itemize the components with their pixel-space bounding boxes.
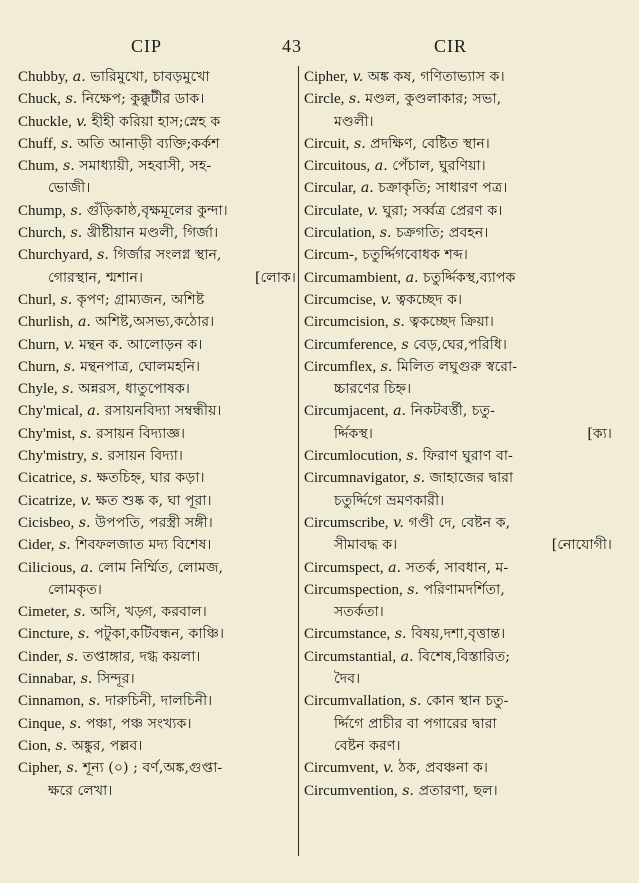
definition: ত্বকচ্ছেদ ক।: [395, 291, 463, 308]
entry-continuation: [304, 601, 616, 623]
dictionary-entry: [304, 177, 616, 199]
headword: Churn,: [18, 336, 60, 353]
part-of-speech: s.: [61, 135, 73, 152]
part-of-speech: s: [401, 336, 409, 353]
headword: Circumcise,: [304, 291, 377, 308]
definition: মন্থনপাত্র, ঘোলমহনি।: [80, 358, 201, 375]
dictionary-entry: [304, 780, 616, 802]
part-of-speech: v.: [352, 69, 364, 85]
dictionary-entry: [18, 601, 300, 623]
continuation-text: সতর্কতা।: [334, 604, 384, 621]
part-of-speech: v.: [380, 291, 392, 308]
continuation-text: মণ্ডলী।: [334, 113, 374, 130]
header-left-guide-word: CIP: [131, 36, 163, 56]
headword: Circulation,: [304, 225, 376, 242]
dictionary-entry: [304, 66, 616, 88]
part-of-speech: s.: [97, 247, 109, 264]
headword: Circumspection,: [304, 581, 403, 598]
headword: Cicisbeo,: [18, 514, 75, 531]
part-of-speech: s.: [70, 225, 83, 242]
headword: Chump,: [18, 202, 66, 219]
definition: কৃপণ; গ্রাম্যজন, অশিষ্ট: [76, 291, 205, 308]
definition: পেঁচাল, ঘুরণিয়া।: [392, 158, 486, 175]
dictionary-entry: [304, 445, 616, 467]
headword: Circuitous,: [304, 158, 371, 175]
dictionary-entry: [304, 356, 616, 378]
definition: বিশেষ,বিস্তারিত;: [418, 648, 511, 665]
headword: Cinnamon,: [18, 693, 85, 710]
definition: জাহাজের দ্বারা: [429, 470, 514, 487]
definition: চতুর্দ্দিকস্থ,ব্যাপক: [423, 269, 516, 286]
definition: ক্ষত শুষ্ক ক, ঘা পূরা।: [95, 492, 212, 509]
dictionary-entry: [18, 646, 300, 668]
part-of-speech: s.: [63, 358, 76, 375]
dictionary-entry: [18, 400, 300, 422]
dictionary-entry: [18, 735, 300, 757]
definition: রসায়নবিদ্যা সম্বন্ধীয়।: [104, 403, 222, 420]
part-of-speech: s.: [70, 202, 83, 219]
definition: পটুকা,কটিবন্ধন, কাঞ্চি।: [94, 626, 225, 643]
definition: ঠক, প্রবঞ্চনা ক।: [398, 760, 488, 777]
part-of-speech: v.: [393, 514, 404, 531]
dictionary-entry: [18, 668, 300, 690]
headword: Cicatrice,: [18, 470, 76, 487]
entry-continuation: [304, 534, 616, 556]
dictionary-entry: [18, 557, 300, 579]
part-of-speech: s.: [80, 671, 93, 688]
definition: ত্বকচ্ছেদ ক্রিয়া।: [409, 314, 494, 331]
definition: ভারিমুখো, চাবড়মুখো: [90, 69, 210, 85]
part-of-speech: a.: [80, 559, 94, 576]
dictionary-entry: [304, 512, 616, 534]
part-of-speech: s.: [394, 626, 407, 643]
dictionary-entry: [18, 155, 300, 177]
left-column: [18, 66, 300, 802]
headword: Circumscribe,: [304, 514, 389, 531]
part-of-speech: s.: [348, 91, 361, 108]
definition: লোম নির্ম্মিত, লোমজ,: [97, 559, 224, 576]
part-of-speech: s.: [59, 537, 71, 554]
headword: Cinque,: [18, 715, 66, 732]
part-of-speech: s.: [65, 91, 78, 108]
definition: গুঁড়িকাষ্ঠ,বৃক্ষমূলের কুন্দা।: [86, 202, 228, 219]
dictionary-entry: [18, 512, 300, 534]
headword: Circumnavigator,: [304, 470, 409, 487]
dictionary-entry: [18, 534, 300, 556]
entry-continuation: [18, 579, 300, 601]
definition: হীহী করিয়া হাস;স্নেহ ক: [91, 113, 221, 130]
definition: চক্রগতি; প্রবহন।: [396, 225, 489, 242]
headword: Circumvallation,: [304, 693, 406, 710]
headword: Churchyard,: [18, 247, 93, 264]
part-of-speech: s.: [62, 158, 75, 175]
part-of-speech: s.: [379, 225, 392, 242]
continuation-text: ভোজী।: [48, 180, 91, 197]
part-of-speech: a.: [388, 559, 402, 576]
part-of-speech: a.: [393, 403, 407, 420]
headword: Chy'mical,: [18, 403, 83, 420]
headword: Circumspect,: [304, 559, 384, 576]
dictionary-entry: [304, 155, 616, 177]
dictionary-entry: [18, 222, 300, 244]
part-of-speech: v.: [76, 113, 88, 130]
dictionary-entry: [18, 713, 300, 735]
definition: অশিষ্ট,অসভ্য,কঠোর।: [95, 314, 215, 331]
definition: ফিরাণ ঘুরাণ বা-: [422, 448, 513, 465]
entry-continuation: [304, 490, 616, 512]
dictionary-entry: [304, 133, 616, 155]
part-of-speech: s.: [409, 693, 422, 710]
dictionary-entry: [304, 579, 616, 601]
dictionary-entry: [18, 133, 300, 155]
part-of-speech: s.: [69, 715, 82, 732]
definition: মণ্ডল, কুণ্ডলাকার; সভা,: [365, 91, 502, 108]
part-of-speech: s.: [78, 514, 91, 531]
continuation-text: সীমাবদ্ধ ক।: [334, 537, 398, 554]
headword: Cinder,: [18, 648, 62, 665]
definition: নিকটবর্ত্তী, চতু-: [410, 403, 495, 420]
part-of-speech: v.: [80, 492, 92, 509]
definition: মিলিত লঘুগুরু স্বরো-: [396, 358, 517, 375]
part-of-speech: s.: [91, 448, 104, 465]
definition: দারুচিনী, দালচিনী।: [105, 693, 213, 710]
headword: Circle,: [304, 91, 345, 108]
dictionary-entry: [18, 623, 300, 645]
definition: গির্জার সংলগ্ন স্থান,: [113, 247, 222, 264]
definition: প্রতারণা, ছল।: [418, 782, 498, 799]
part-of-speech: s.: [62, 381, 74, 398]
dictionary-entry: [18, 423, 300, 445]
entry-continuation: [304, 735, 616, 757]
headword: Cider,: [18, 537, 55, 554]
part-of-speech: a.: [77, 314, 91, 331]
definition: বেড়,ঘের,পরিধি।: [413, 336, 507, 353]
definition: অতি আনাড়ী ব্যক্তি;কর্কশ: [77, 135, 220, 152]
dictionary-entry: [304, 467, 616, 489]
entry-continuation: [304, 713, 616, 735]
definition: চক্রাকৃতি; সাধারণ পত্র।: [378, 180, 508, 197]
part-of-speech: a.: [374, 158, 388, 175]
headword: Circumjacent,: [304, 403, 389, 420]
headword: Circumvention,: [304, 782, 398, 799]
dictionary-entry: [304, 267, 616, 289]
dictionary-entry: [18, 490, 300, 512]
continuation-text: চ্চারণের চিহ্ন।: [334, 381, 412, 398]
part-of-speech: s.: [60, 291, 73, 308]
definition: বিষয়,দশা,বৃত্তান্ত।: [411, 626, 506, 643]
definition: অসি, খড়্গ, করবাল।: [90, 604, 207, 621]
dictionary-entry: [304, 311, 616, 333]
continuation-text: গোরস্থান, শ্মশান।: [48, 269, 144, 286]
dictionary-entry: [18, 88, 300, 110]
part-of-speech: s.: [393, 314, 405, 331]
headword: Cion,: [18, 737, 51, 754]
headword: Church,: [18, 225, 66, 242]
part-of-speech: s.: [66, 760, 79, 777]
page-header: [0, 36, 639, 60]
page-number: 43: [282, 36, 302, 56]
entry-continuation: [18, 177, 300, 199]
continuation-text: বেষ্টন করণ।: [334, 737, 401, 754]
dictionary-entry: [18, 200, 300, 222]
entry-continuation: [304, 423, 616, 445]
definition: অঙ্কুর, পল্লব।: [71, 737, 143, 754]
dictionary-entry: [304, 222, 616, 244]
headword: Churlish,: [18, 314, 74, 331]
entry-continuation: [18, 780, 300, 802]
definition: শূন্য (০) ; বর্ণ,অঙ্ক,গুপ্তা-: [82, 760, 223, 777]
part-of-speech: a.: [72, 69, 86, 85]
part-of-speech: s.: [55, 737, 68, 754]
part-of-speech: a.: [405, 269, 419, 286]
part-of-speech: v.: [63, 336, 75, 353]
continuation-text: র্দ্দিকস্থ।: [334, 425, 373, 442]
continuation-text: চতুর্দ্দিগে ভ্রমণকারী।: [334, 492, 445, 509]
headword: Chubby,: [18, 69, 69, 85]
wrapped-suffix: [ক্য।: [587, 425, 612, 442]
dictionary-entry: [18, 378, 300, 400]
continuation-text: দৈব।: [334, 671, 361, 688]
part-of-speech: s.: [73, 604, 86, 621]
definition: রসায়ন বিদ্যা।: [107, 448, 183, 465]
headword: Circum-,: [304, 247, 358, 264]
headword: Chy'mistry,: [18, 448, 87, 465]
part-of-speech: s.: [66, 648, 79, 665]
headword: Cicatrize,: [18, 492, 76, 509]
part-of-speech: v.: [383, 760, 394, 777]
entry-continuation: [304, 111, 616, 133]
headword: Circumcision,: [304, 314, 389, 331]
headword: Cincture,: [18, 626, 74, 643]
definition: মন্থন ক. আলোড়ন ক।: [79, 336, 203, 353]
definition: গণ্ডী দে, বেষ্টন ক,: [408, 514, 511, 531]
dictionary-entry: [18, 757, 300, 779]
headword: Cimeter,: [18, 604, 70, 621]
part-of-speech: s.: [407, 581, 420, 598]
headword: Circumstantial,: [304, 648, 397, 665]
headword: Circumambient,: [304, 269, 402, 286]
definition: সিন্দূর।: [96, 671, 135, 688]
headword: Cilicious,: [18, 559, 76, 576]
dictionary-entry: [18, 356, 300, 378]
headword: Circular,: [304, 180, 357, 197]
dictionary-entry: [304, 400, 616, 422]
column-divider: [298, 66, 299, 856]
part-of-speech: a.: [360, 180, 374, 197]
definition: খ্রীষ্টীয়ান মণ্ডলী, গির্জা।: [86, 225, 219, 242]
continuation-text: র্দ্দিগে প্রাচীর বা পগারের দ্বারা: [334, 715, 497, 732]
headword: Circulate,: [304, 202, 363, 219]
part-of-speech: s.: [88, 693, 101, 710]
headword: Circuit,: [304, 135, 350, 152]
definition: চতুর্দ্দিগবোধক শব্দ।: [362, 247, 468, 264]
part-of-speech: s.: [77, 626, 90, 643]
dictionary-entry: [304, 757, 616, 779]
headword: Cipher,: [18, 760, 62, 777]
part-of-speech: s.: [80, 470, 93, 487]
continuation-text: ক্ষরে লেখা।: [48, 782, 113, 799]
definition: উপপতি, পরস্ত্রী সঙ্গী।: [95, 514, 213, 531]
definition: শিবফলজাত মদ্য বিশেষ।: [75, 537, 212, 554]
dictionary-entry: [304, 289, 616, 311]
headword: Chuck,: [18, 91, 61, 108]
dictionary-entry: [18, 311, 300, 333]
definition: সমাধ্যায়ী, সহবাসী, সহ-: [79, 158, 212, 175]
headword: Circumference,: [304, 336, 397, 353]
definition: কোন স্থান চতু-: [426, 693, 509, 710]
dictionary-entry: [18, 66, 300, 88]
part-of-speech: s.: [79, 425, 92, 442]
definition: পরিণামদর্শিতা,: [423, 581, 505, 598]
headword: Circumstance,: [304, 626, 391, 643]
wrapped-suffix: [নোযোগী।: [551, 537, 612, 554]
definition: ঘুরা; সর্ব্বত্র প্রেরণ ক।: [382, 202, 503, 219]
definition: অন্নরস, ধাতুপোষক।: [78, 381, 190, 398]
wrapped-suffix: [লোক।: [255, 269, 296, 286]
dictionary-entry: [304, 244, 616, 266]
headword: Chyle,: [18, 381, 58, 398]
part-of-speech: s.: [353, 135, 366, 152]
definition: সতর্ক, সাবধান, ম-: [405, 559, 509, 576]
headword: Circumflex,: [304, 358, 377, 375]
entry-continuation: [18, 267, 300, 289]
dictionary-entry: [18, 289, 300, 311]
headword: Chy'mist,: [18, 425, 76, 442]
dictionary-entry: [18, 445, 300, 467]
dictionary-entry: [18, 244, 300, 266]
dictionary-entry: [18, 111, 300, 133]
definition: রসায়ন বিদ্যাজ্ঞ।: [96, 425, 186, 442]
dictionary-entry: [18, 690, 300, 712]
definition: পঞ্চা, পঞ্চ সংখ্যক।: [85, 715, 192, 732]
continuation-text: লোমকৃত।: [48, 581, 102, 598]
header-right-guide-word: CIR: [434, 36, 468, 56]
headword: Cipher,: [304, 69, 348, 85]
headword: Churl,: [18, 291, 56, 308]
definition: প্রদক্ষিণ, বেষ্টিত স্থান।: [370, 135, 490, 152]
headword: Chum,: [18, 158, 59, 175]
dictionary-entry: [304, 646, 616, 668]
definition: নিক্ষেপ; কুক্কুটীর ডাক।: [81, 91, 205, 108]
part-of-speech: a.: [400, 648, 414, 665]
dictionary-entry: [304, 334, 616, 356]
part-of-speech: s.: [380, 358, 393, 375]
dictionary-entry: [304, 690, 616, 712]
part-of-speech: s.: [413, 470, 426, 487]
dictionary-entry: [18, 467, 300, 489]
part-of-speech: a.: [87, 403, 101, 420]
headword: Cinnabar,: [18, 671, 77, 688]
definition: তপ্তাঙ্গার, দগ্ধ কয়লা।: [82, 648, 201, 665]
right-column: [304, 66, 616, 802]
headword: Churn,: [18, 358, 60, 375]
part-of-speech: v.: [367, 202, 379, 219]
definition: অঙ্ক কষ, গণিতাভ্যাস ক।: [367, 69, 505, 85]
entry-continuation: [304, 378, 616, 400]
part-of-speech: s.: [406, 448, 419, 465]
dictionary-entry: [304, 200, 616, 222]
dictionary-entry: [304, 88, 616, 110]
entry-continuation: [304, 668, 616, 690]
dictionary-entry: [304, 623, 616, 645]
headword: Chuckle,: [18, 113, 72, 130]
part-of-speech: s.: [402, 782, 415, 799]
dictionary-entry: [304, 557, 616, 579]
definition: ক্ষতচিহ্ন, ঘার কড়া।: [96, 470, 205, 487]
headword: Circumlocution,: [304, 448, 402, 465]
headword: Chuff,: [18, 135, 57, 152]
headword: Circumvent,: [304, 760, 379, 777]
dictionary-entry: [18, 334, 300, 356]
